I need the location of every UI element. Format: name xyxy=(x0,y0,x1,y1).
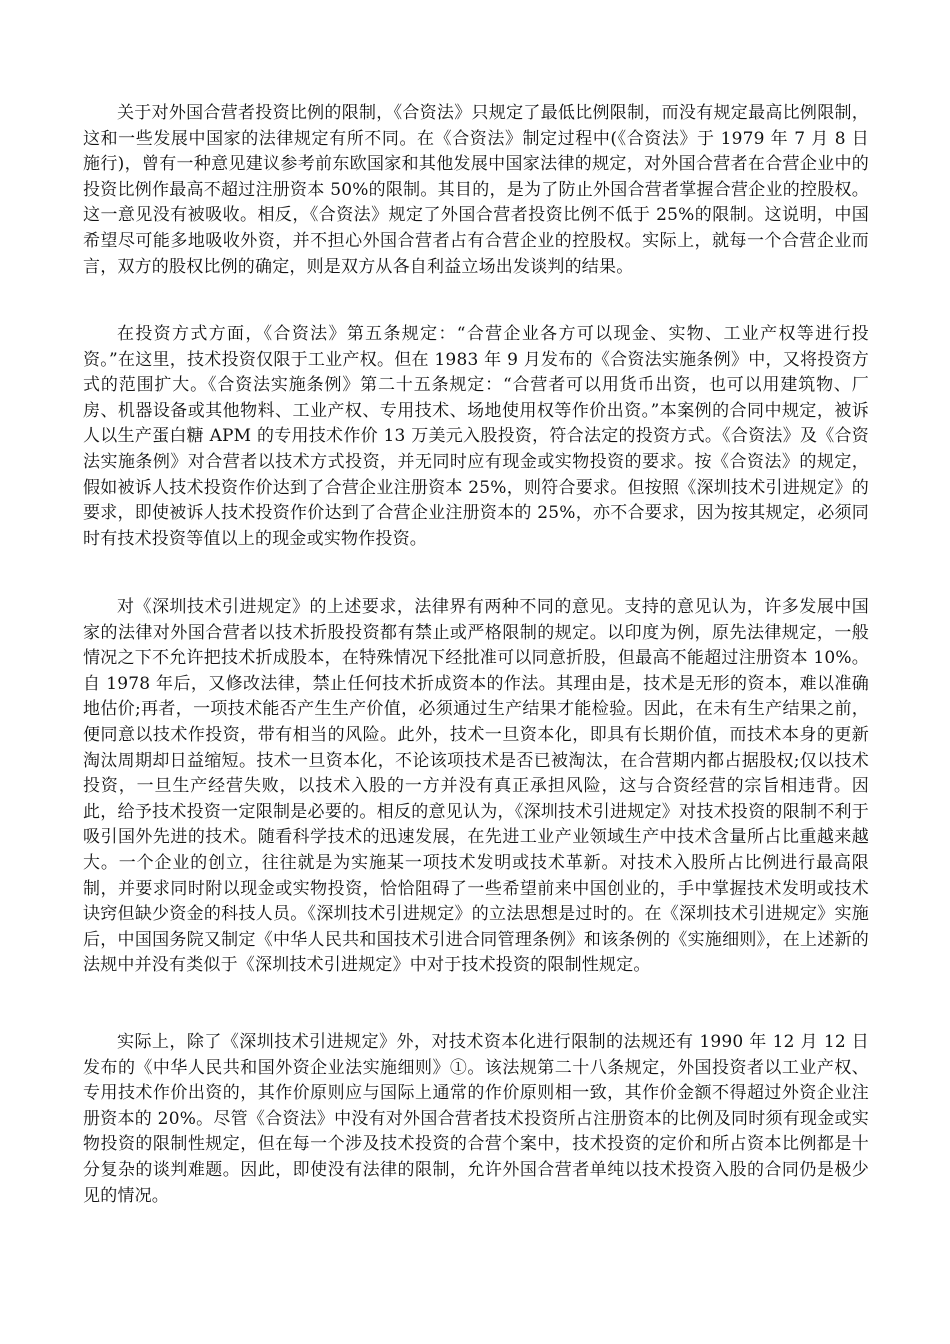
paragraph-other-regulations: 实际上，除了《深圳技术引进规定》外，对技术资本化进行限制的法规还有 1990 年 12 月 12 日发布的《中华人民共和国外资企业法实施细则》①。该法规第二十八条规定，外国投资者以工业产权、专用技术作价出资的，其作价原则应与国际上通常的作价原则相一致，其作价金额不得超过外资企业注册资本的 20%。尽管《合资法》中没有对外国合营者技术投资所占注册资本的比例及同时须有现金或实物投资的限制性规定，但在每一个涉及技术投资的合营个案中，技术投资的定价和所占资本比例都是十分复杂的谈判难题。因此，即使没有法律的限制，允许外国合营者单纯以技术投资入股的合同仍是极少见的情况。 xyxy=(83,1032,869,1206)
paragraph-investment-ratio: 关于对外国合营者投资比例的限制，《合资法》只规定了最低比例限制，而没有规定最高比例限制，这和一些发展中国家的法律规定有所不同。在《合资法》制定过程中(《合资法》于 1979 年 7 月 8 日施行)，曾有一种意见建议参考前东欧国家和其他发展中国家法律的规定，对外国合营者在合营企业中的投资比例作最高不超过注册资本 50%的限制。其目的，是为了防止外国合营者掌握合营企业的控股权。这一意见没有被吸收。相反，《合资法》规定了外国合营者投资比例不低于 25%的限制。这说明，中国希望尽可能多地吸收外资，并不担心外国合营者占有合营企业的控股权。实际上，就每一个合营企业而言，双方的股权比例的确定，则是双方从各自利益立场出发谈判的结果。 xyxy=(83,103,869,277)
paragraph-legal-opinions: 对《深圳技术引进规定》的上述要求，法律界有两种不同的意见。支持的意见认为，许多发展中国家的法律对外国合营者以技术折股投资都有禁止或严格限制的规定。以印度为例，原先法律规定，一般情况之下不允许把技术折成股本，在特殊情况下经批准可以同意折股，但最高不能超过注册资本 10%。自 1978 年后，又修改法律，禁止任何技术折成资本的作法。其理由是，技术是无形的资本，难以准确地估价;再者，一项技术能否产生生产价值，必须通过生产结果才能检验。因此，在未有生产结果之前，便同意以技术作投资，带有相当的风险。此外，技术一旦资本化，即具有长期价值，而技术本身的更新淘汰周期却日益缩短。技术一旦资本化，不论该项技术是否已被淘汰，在合营期内都占据股权;仅以技术投资，一旦生产经营失败，以技术入股的一方并没有真正承担风险，这与合资经营的宗旨相违背。因此，给予技术投资一定限制是必要的。相反的意见认为，《深圳技术引进规定》对技术投资的限制不利于吸引国外先进的技术。随看科学技术的迅速发展，在先进工业产业领域生产中技术含量所占比重越来越大。一个企业的创立，往往就是为实施某一项技术发明或技术革新。对技术入股所占比例进行最高限制，并要求同时附以现金或实物投资，恰恰阻碍了一些希望前来中国创业的，手中掌握技术发明或技术诀窍但缺少资金的科技人员。《深圳技术引进规定》的立法思想是过时的。在《深圳技术引进规定》实施后，中国国务院又制定《中华人民共和国技术引进合同管理条例》和该条例的《实施细则》，在上述新的法规中并没有类似于《深圳技术引进规定》中对于技术投资的限制性规定。 xyxy=(83,597,869,976)
paragraph-investment-methods: 在投资方式方面，《合资法》第五条规定：“合营企业各方可以现金、实物、工业产权等进行投资。”在这里，技术投资仅限于工业产权。但在 1983 年 9 月发布的《合资法实施条例》中，又将投资方式的范围扩大。《合资法实施条例》第二十五条规定：“合营者可以用货币出资，也可以用建筑物、厂房、机器设备或其他物料、工业产权、专用技术、场地使用权等作价出资。”本案例的合同中规定，被诉人以生产蛋白糖 APM 的专用技术作价 13 万美元入股投资，符合法定的投资方式。《合资法》及《合资法实施条例》对合营者以技术方式投资，并无同时应有现金或实物投资的要求。按《合资法》的规定，假如被诉人技术投资作价达到了合营企业注册资本 25%，则符合要求。但按照《深圳技术引进规定》的要求，即使被诉人技术投资作价达到了合营企业注册资本的 25%，亦不合要求，因为按其规定，必须同时有技术投资等值以上的现金或实物作投资。 xyxy=(83,324,869,549)
